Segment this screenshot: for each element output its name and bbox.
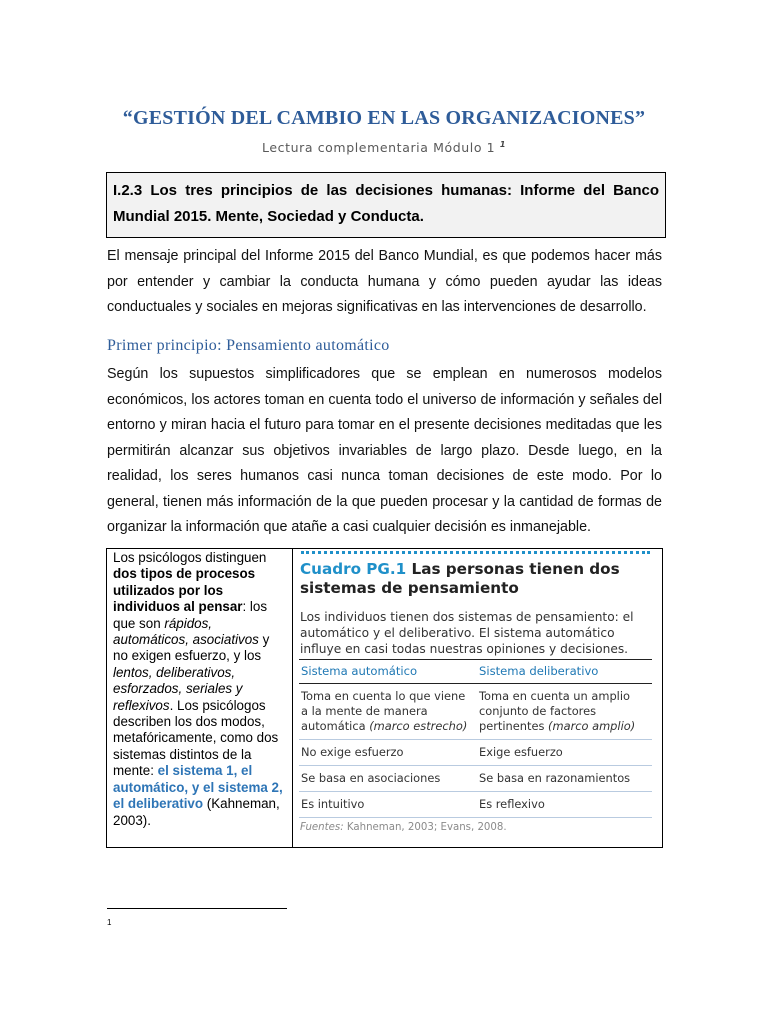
table-header-row bbox=[299, 660, 652, 684]
footnote-separator bbox=[107, 908, 287, 909]
sidebar-italic-2: lentos, deliberativos, esforzados, seriales y reflexivos bbox=[113, 664, 243, 713]
document-title: “GESTIÓN DEL CAMBIO EN LAS ORGANIZACIONES” bbox=[122, 107, 646, 129]
cell-automatic: Es intuitivo bbox=[299, 792, 477, 818]
cuadro-dotted-rule bbox=[301, 551, 650, 554]
systems-table bbox=[299, 659, 652, 818]
sidebar-explanation bbox=[113, 550, 285, 829]
cell-deliberative-note: (marco amplio) bbox=[548, 719, 636, 733]
sidebar-highlight: el sistema 1, el automático, y el sistema 2, el deliberativo bbox=[113, 763, 283, 812]
cell-automatic: Se basa en asociaciones bbox=[299, 766, 477, 792]
sources-text: Kahneman, 2003; Evans, 2008. bbox=[343, 822, 507, 833]
cell-deliberative bbox=[477, 684, 652, 740]
subtitle-footnote-ref: 1 bbox=[499, 140, 506, 149]
intro-paragraph: El mensaje principal del Informe 2015 del Banco Mundial, es que podemos hacer más por entender y cambiar la conducta humana y cómo pueden ayudar las ideas conductuales y sociales en mejoras significativas en las intervenciones de desarrollo. bbox=[107, 248, 662, 315]
cell-automatic: No exige esfuerzo bbox=[299, 740, 477, 766]
cell-deliberative: Se basa en razonamientos bbox=[477, 766, 652, 792]
sources-label: Fuentes: bbox=[300, 822, 344, 833]
cell-automatic-note: (marco estrecho) bbox=[369, 719, 468, 733]
cell-deliberative: Es reflexivo bbox=[477, 792, 652, 818]
header-automatic: Sistema automático bbox=[299, 660, 477, 684]
table-row bbox=[299, 740, 652, 766]
cell-automatic-text: Toma en cuenta lo que viene a la mente de manera automática bbox=[301, 689, 466, 733]
body-paragraph: Según los supuestos simplificadores que se emplean en numerosos modelos económicos, los actores toman en cuenta todo el universo de información y señales del entorno y miran hacia el futuro para tomar en el presente decisiones meditadas que les permitirán alcanzar sus objetivos invariables de largo plazo. Desde luego, en la realidad, los seres humanos casi nunca toman decisiones de este modo. Por lo general, tienen más información de la que pueden procesar y la cantidad de formas de organizar la información que atañe a casi cualquier decisión es inmanejable. bbox=[107, 366, 662, 535]
frame-divider bbox=[292, 549, 293, 847]
subtitle-text: Lectura complementaria Módulo 1 bbox=[262, 140, 496, 156]
cell-deliberative-text: Toma en cuenta un amplio conjunto de factores pertinentes bbox=[479, 689, 630, 733]
header-deliberative: Sistema deliberativo bbox=[477, 660, 652, 684]
cell-deliberative: Exige esfuerzo bbox=[477, 740, 652, 766]
sidebar-bold-1: dos tipos de procesos utilizados por los individuos al pensar bbox=[113, 566, 256, 615]
cuadro-intro: Los individuos tienen dos sistemas de pensamiento: el automático y el deliberativo. El sistema automático influye en casi todas nuestras opiniones y decisiones. bbox=[300, 610, 634, 656]
sidebar-text-3: y no exigen esfuerzo, y los bbox=[113, 632, 270, 664]
document-subtitle bbox=[0, 140, 768, 155]
sidebar-text-4: . Los psicólogos describen los dos modos, metafóricamente, como dos sistemas distintos de la mente: bbox=[113, 697, 279, 779]
table-row bbox=[299, 684, 652, 740]
cuadro-label: Cuadro PG.1 bbox=[300, 560, 407, 578]
section-heading-box: I.2.3 Los tres principios de las decisiones humanas: Informe del Banco Mundial 2015. Mente, Sociedad y Conducta. bbox=[106, 172, 666, 238]
cuadro-title-text: Las personas tienen dos sistemas de pensamiento bbox=[300, 560, 620, 597]
principle-subheading: Primer principio: Pensamiento automático bbox=[107, 337, 390, 354]
sidebar-text-2: : los que son bbox=[113, 599, 268, 631]
footnote-number: 1 bbox=[107, 918, 112, 927]
cell-automatic bbox=[299, 684, 477, 740]
sidebar-italic-1: rápidos, automáticos, asociativos bbox=[113, 615, 259, 648]
sidebar-text-5: (Kahneman, 2003). bbox=[113, 796, 280, 828]
table-row bbox=[299, 766, 652, 792]
cuadro-title bbox=[300, 560, 652, 598]
cuadro-sources bbox=[300, 822, 507, 833]
table-row bbox=[299, 792, 652, 818]
sidebar-text-1: Los psicólogos distinguen bbox=[113, 550, 267, 565]
